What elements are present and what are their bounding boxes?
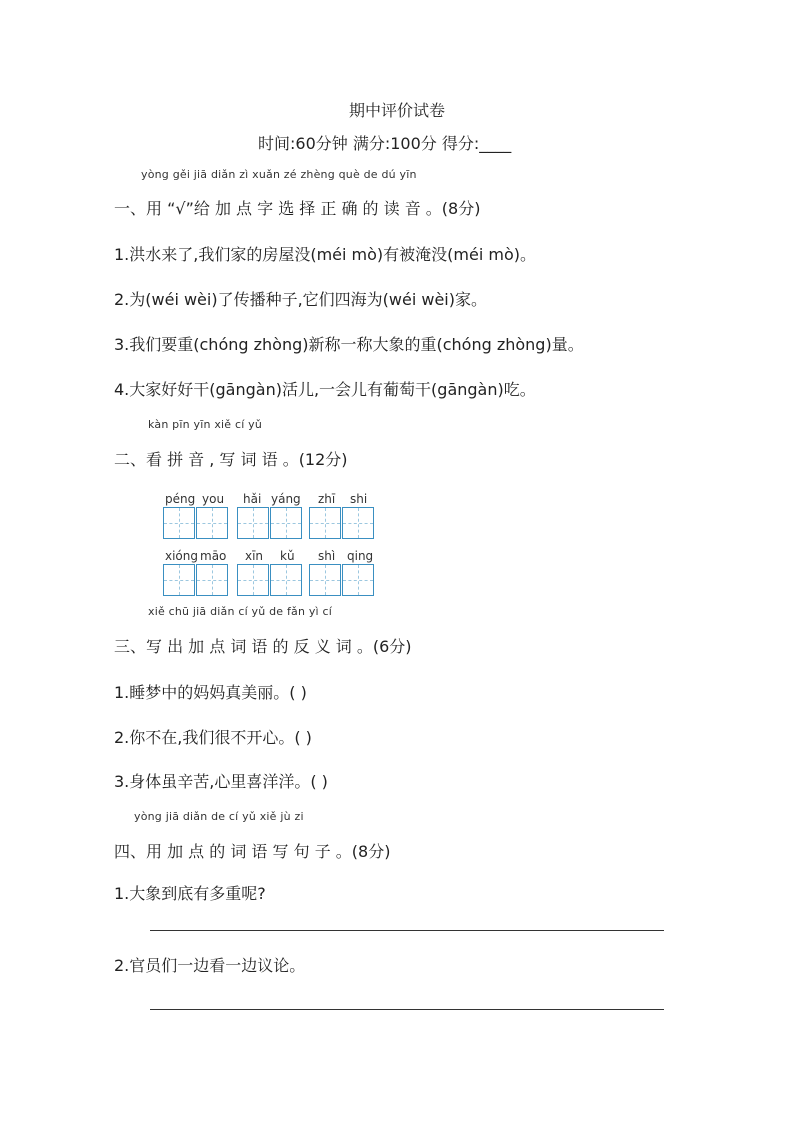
grid-pinyin: yáng [271, 492, 301, 506]
question-1-2: 2.为(wéi wèi)了传播种子,它们四海为(wéi wèi)家。 [114, 290, 487, 309]
writing-box[interactable] [270, 507, 302, 539]
question-3-2: 2.你不在,我们很不开心。( ) [114, 728, 312, 747]
section4-heading: 四、用 加 点 的 词 语 写 句 子 。(8分) [114, 842, 391, 861]
question-1-1: 1.洪水来了,我们家的房屋没(méi mò)有被淹没(méi mò)。 [114, 245, 536, 264]
writing-box[interactable] [270, 564, 302, 596]
grid-pinyin: kǔ [280, 549, 295, 563]
grid-pinyin: péng [165, 492, 196, 506]
question-4-2: 2.官员们一边看一边议论。 [114, 956, 306, 975]
answer-line[interactable] [150, 1009, 664, 1010]
answer-line[interactable] [150, 930, 664, 931]
question-3-3: 3.身体虽辛苦,心里喜洋洋。( ) [114, 772, 328, 791]
writing-box[interactable] [309, 564, 341, 596]
writing-box[interactable] [342, 564, 374, 596]
section2-pinyin: kàn pīn yīn xiě cí yǔ [148, 418, 263, 431]
writing-box[interactable] [196, 564, 228, 596]
question-3-1: 1.睡梦中的妈妈真美丽。( ) [114, 683, 307, 702]
writing-box[interactable] [196, 507, 228, 539]
grid-pinyin: xióng [165, 549, 198, 563]
section3-heading: 三、写 出 加 点 词 语 的 反 义 词 。(6分) [114, 637, 412, 656]
grid-pinyin: shì [318, 549, 336, 563]
writing-box[interactable] [309, 507, 341, 539]
section3-pinyin: xiě chū jiā diǎn cí yǔ de fǎn yì cí [148, 605, 332, 618]
writing-box[interactable] [237, 564, 269, 596]
page-title: 期中评价试卷 [348, 101, 445, 120]
grid-pinyin: hǎi [243, 492, 262, 506]
question-1-3: 3.我们要重(chóng zhòng)新称一称大象的重(chóng zhòng)量。 [114, 335, 584, 354]
section1-pinyin: yòng gěi jiā diǎn zì xuǎn zé zhèng què de dú yīn [141, 168, 417, 181]
writing-box[interactable] [163, 564, 195, 596]
question-1-4: 4.大家好好干(gāngàn)活儿,一会儿有葡萄干(gāngàn)吃。 [114, 380, 536, 399]
exam-meta: 时间:60分钟 满分:100分 得分:____ [258, 134, 512, 153]
grid-pinyin: xīn [245, 549, 264, 563]
grid-pinyin: zhī [318, 492, 336, 506]
writing-box[interactable] [163, 507, 195, 539]
grid-pinyin: māo [200, 549, 227, 563]
section1-heading: 一、用 “√”给 加 点 字 选 择 正 确 的 读 音 。(8分) [114, 199, 481, 218]
writing-box[interactable] [237, 507, 269, 539]
grid-pinyin: shi [350, 492, 368, 506]
grid-pinyin: you [202, 492, 225, 506]
section2-heading: 二、看 拼 音 , 写 词 语 。(12分) [114, 450, 348, 469]
writing-box[interactable] [342, 507, 374, 539]
section4-pinyin: yòng jiā diǎn de cí yǔ xiě jù zi [134, 810, 304, 823]
question-4-1: 1.大象到底有多重呢? [114, 884, 266, 903]
grid-pinyin: qing [347, 549, 374, 563]
